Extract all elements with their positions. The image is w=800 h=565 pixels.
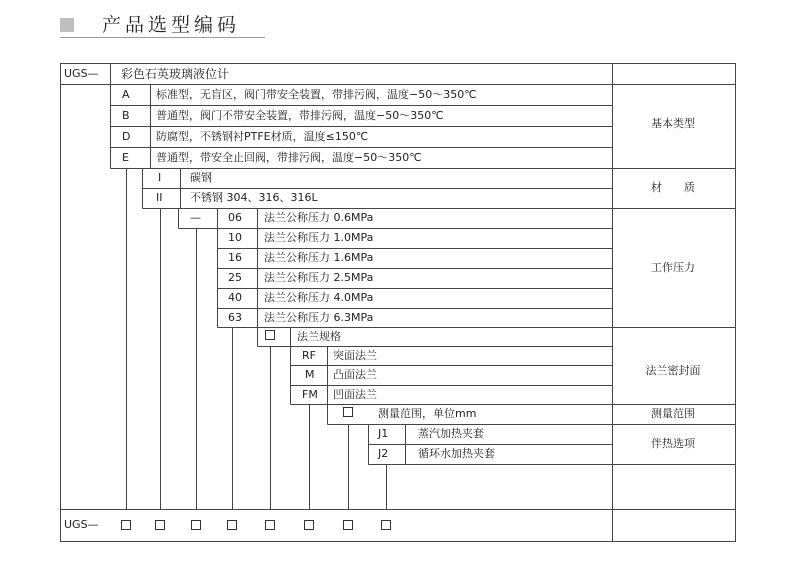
heating-desc: 循环水加热夹套	[418, 447, 495, 460]
type-desc: 普通型，带安全止回阀，带排污阀，温度−50～350℃	[156, 151, 422, 164]
type-code: B	[122, 109, 130, 122]
type-desc: 标准型，无盲区，阀门带安全装置，带排污阀，温度−50～350℃	[156, 88, 477, 101]
code-box-flange	[265, 520, 275, 530]
type-code: A	[122, 88, 130, 101]
pressure-code: 10	[228, 231, 242, 244]
product-name: 彩色石英玻璃液位计	[121, 67, 230, 81]
pressure-code: 06	[228, 211, 242, 224]
seal-desc: 凹面法兰	[333, 388, 377, 401]
pressure-desc: 法兰公称压力 1.0MPa	[264, 231, 374, 244]
heating-code: J1	[378, 427, 389, 440]
pressure-code: 40	[228, 291, 242, 304]
seal-desc: 突面法兰	[333, 349, 377, 362]
flange-spec-checkbox	[265, 330, 275, 340]
category-material: 材 质	[651, 181, 695, 194]
code-box-dash	[191, 520, 201, 530]
type-desc: 普通型，阀门不带安全装置，带排污阀，温度−50～350℃	[156, 109, 444, 122]
type-code: E	[122, 151, 129, 164]
code-box-material	[155, 520, 165, 530]
page-title: 产品选型编码	[102, 14, 241, 36]
code-box-type	[121, 520, 131, 530]
pressure-desc: 法兰公称压力 6.3MPa	[264, 311, 374, 324]
seal-code: RF	[302, 349, 316, 362]
pressure-desc: 法兰公称压力 0.6MPa	[264, 211, 374, 224]
seal-code: FM	[302, 388, 318, 401]
category-basic-type: 基本类型	[651, 117, 695, 130]
pressure-desc: 法兰公称压力 4.0MPa	[264, 291, 374, 304]
code-box-range	[343, 520, 353, 530]
material-desc: 碳钢	[190, 171, 212, 184]
material-code: I	[158, 171, 162, 184]
pressure-desc: 法兰公称压力 1.6MPa	[264, 251, 374, 264]
category-pressure: 工作压力	[651, 261, 695, 274]
code-box-pressure	[227, 520, 237, 530]
type-code: D	[122, 130, 131, 143]
separator-dash: —	[190, 211, 201, 224]
bottom-model-prefix: UGS—	[64, 518, 99, 531]
category-range: 测量范围	[651, 407, 695, 420]
pressure-desc: 法兰公称压力 2.5MPa	[264, 271, 374, 284]
category-heating: 伴热选项	[651, 437, 695, 450]
model-prefix: UGS—	[64, 67, 99, 80]
pressure-code: 16	[228, 251, 242, 264]
category-seal: 法兰密封面	[645, 364, 701, 377]
code-box-seal	[304, 520, 314, 530]
heating-desc: 蒸汽加热夹套	[418, 427, 484, 440]
seal-desc: 凸面法兰	[333, 368, 377, 381]
pressure-code: 25	[228, 271, 242, 284]
pressure-code: 63	[228, 311, 242, 324]
material-desc: 不锈钢 304、316、316L	[190, 191, 318, 204]
seal-code: M	[305, 368, 315, 381]
code-box-heating	[381, 520, 391, 530]
material-code: II	[156, 191, 163, 204]
type-desc: 防腐型，不锈钢衬PTFE材质，温度≤150℃	[156, 130, 369, 143]
range-label: 测量范围，单位mm	[378, 407, 477, 420]
flange-spec-label: 法兰规格	[297, 330, 341, 343]
heating-code: J2	[378, 447, 389, 460]
range-checkbox	[343, 407, 353, 417]
